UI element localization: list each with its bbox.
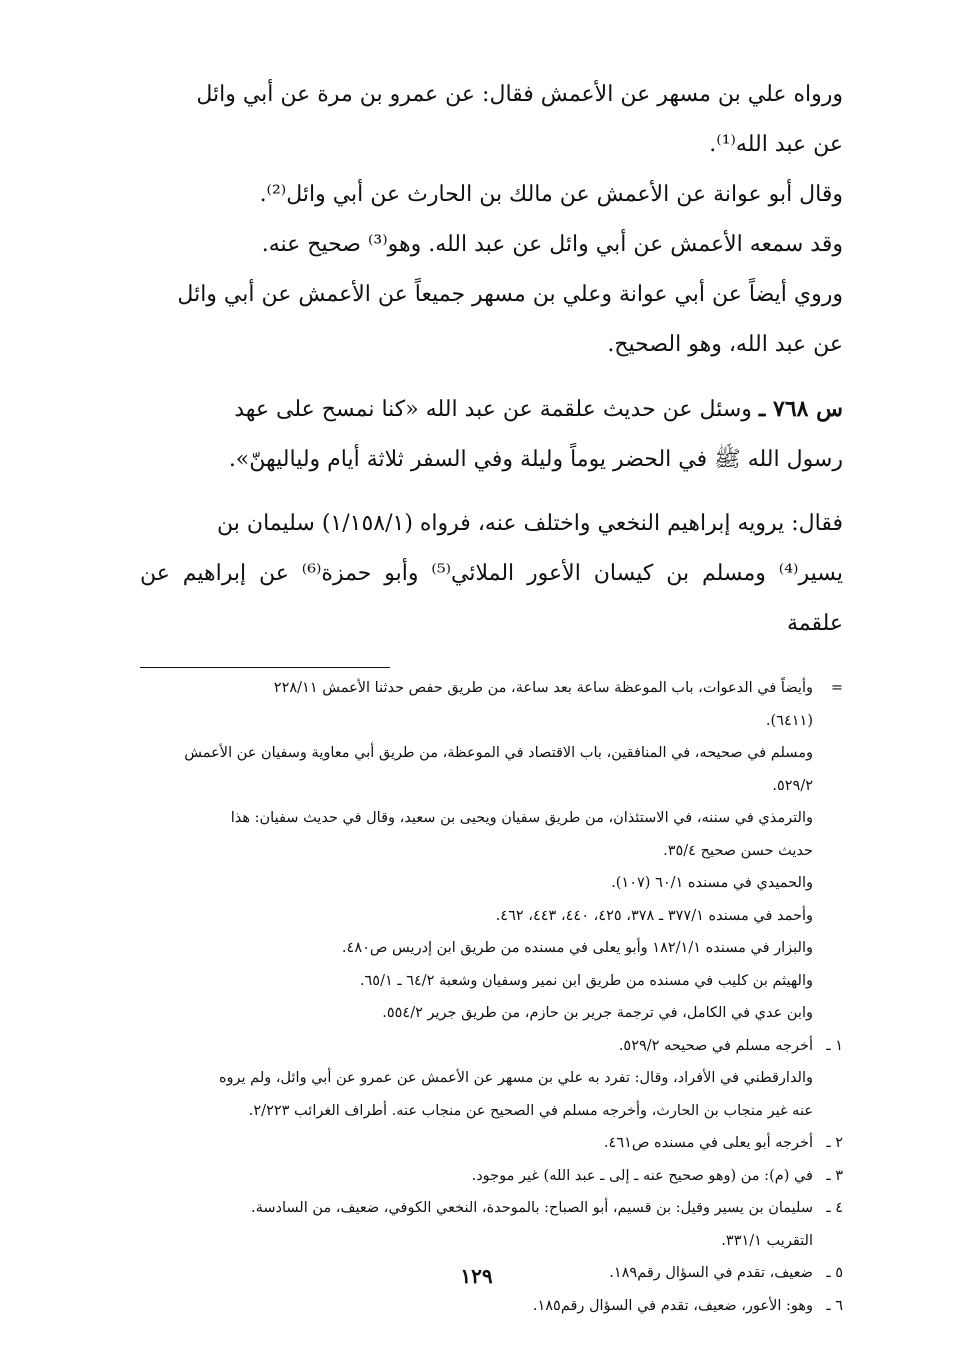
footnote-line: والترمذي في سننه، في الاستئذان، من طريق سفيان ويحيى بن سعيد، وقال في حديث سفيان: هذا bbox=[230, 810, 813, 826]
main-line: وروي أيضاً عن أبي عوانة وعلي بن مسهر جميعاً عن الأعمش عن أبي وائل bbox=[177, 282, 843, 307]
footnote-4: ٤ ـسليمان بن يسير وقيل: بن قسيم، أبو الصباح: بالموحدة، النخعي الكوفي، ضعيف، من السادسة. bbox=[140, 1192, 843, 1225]
question-line bbox=[140, 384, 843, 435]
main-line: وقال أبو عوانة عن الأعمش عن مالك بن الحارث عن أبي وائل⁽²⁾. bbox=[259, 182, 843, 207]
footnote-2: ٢ ـأخرجه أبو يعلى في مسنده ص٤٦١. bbox=[140, 1127, 843, 1160]
footnote-line: عنه غير منجاب بن الحارث، وأخرجه مسلم في الصحيح عن منجاب عنه. أطراف الغرائب ٢/٢٢٣. bbox=[248, 1102, 813, 1119]
footnote-number: ٥ ـ bbox=[826, 1265, 843, 1281]
main-line: عن عبد الله⁽¹⁾. bbox=[709, 132, 843, 157]
main-line: وقد سمعه الأعمش عن أبي وائل عن عبد الله. وهو⁽³⁾ صحيح عنه. bbox=[261, 232, 843, 257]
question-number: س ٧٦٨ ـ bbox=[758, 396, 843, 422]
footnote-number: ١ ـ bbox=[826, 1037, 843, 1054]
footnote-line: والهيثم بن كليب في مسنده من طريق ابن نمير وسفيان وشعبة ٦٤/٢ ـ ٦٥/١. bbox=[359, 972, 813, 989]
footnote-line: (٦٤١١). bbox=[765, 712, 813, 729]
footnote-line: وابن عدي في الكامل، في ترجمة جرير بن حازم، من طريق جرير ٥٥٤/٢. bbox=[382, 1005, 813, 1021]
footnote-number: ٣ ـ bbox=[826, 1167, 843, 1184]
main-line: عن عبد الله، وهو الصحيح. bbox=[607, 332, 843, 357]
continuation-mark: = bbox=[830, 680, 843, 696]
main-line: رسول الله ﷺ في الحضر يوماً وليلة وفي السفر ثلاثة أيام ولياليهنّ». bbox=[228, 447, 843, 472]
main-line: ورواه علي بن مسهر عن الأعمش فقال: عن عمرو بن مرة عن أبي وائل bbox=[196, 82, 843, 107]
main-text bbox=[140, 70, 843, 649]
footnote-line: ومسلم في صحيحه، في المنافقين، باب الاقتصاد في الموعظة، من طريق أبي معاوية وسفيان عن الأعمش bbox=[184, 745, 813, 761]
footnote-line: والحميدي في مسنده ٦٠/١ (١٠٧). bbox=[611, 875, 813, 891]
footnote-line: ٥٢٩/٢. bbox=[772, 777, 813, 794]
footnote-line: حديث حسن صحيح ٣٥/٤. bbox=[663, 842, 813, 859]
footnote-1: ١ ـأخرجه مسلم في صحيحه ٥٢٩/٢. bbox=[140, 1030, 843, 1063]
footnote-5: ٥ ـضعيف، تقدم في السؤال رقم١٨٩. bbox=[140, 1257, 843, 1290]
page bbox=[140, 70, 843, 1322]
footnote-line: =وأيضاً في الدعوات، باب الموعظة ساعة بعد ساعة، من طريق حفص حدثنا الأعمش ٢٢٨/١١ bbox=[140, 672, 843, 705]
footnote-3: ٣ ـفي (م): من (وهو صحيح عنه ـ إلى ـ عبد الله) غير موجود. bbox=[140, 1160, 843, 1193]
footnote-divider bbox=[140, 667, 390, 668]
footnote-number: ٤ ـ bbox=[826, 1200, 843, 1216]
footnote-line: وأحمد في مسنده ٣٧٧/١ ـ ٣٧٨، ٤٢٥، ٤٤٠، ٤٤٣، ٤٦٢. bbox=[495, 907, 813, 924]
main-line: فقال: يرويه إبراهيم النخعي واختلف عنه، فرواه (١/١٥٨/١) سليمان بن bbox=[217, 511, 843, 536]
page-number: ١٢٩ bbox=[460, 1264, 493, 1288]
footnote-line: والدارقطني في الأفراد، وقال: تفرد به علي بن مسهر عن الأعمش عن عمرو عن أبي وائل، ولم يروه bbox=[218, 1070, 813, 1086]
footnote-line: التقريب ٣٣١/١. bbox=[721, 1232, 813, 1249]
footnote-number: ٢ ـ bbox=[826, 1135, 843, 1151]
main-line: يسير⁽⁴⁾ ومسلم بن كيسان الأعور الملائي⁽⁵⁾ وأبو حمزة⁽⁶⁾ عن إبراهيم عن علقمة bbox=[140, 561, 843, 636]
footnote-6: ٦ ـوهو: الأعور، ضعيف، تقدم في السؤال رقم١٨٥. bbox=[140, 1290, 843, 1323]
footnote-line: والبزار في مسنده ١٨٢/١/١ وأبو يعلى في مسنده من طريق ابن إدريس ص٤٨٠. bbox=[341, 940, 813, 956]
footnotes bbox=[140, 672, 843, 1322]
footnote-number: ٦ ـ bbox=[826, 1297, 843, 1314]
question-text: وسئل عن حديث علقمة عن عبد الله «كنا نمسح على عهد bbox=[234, 397, 752, 422]
